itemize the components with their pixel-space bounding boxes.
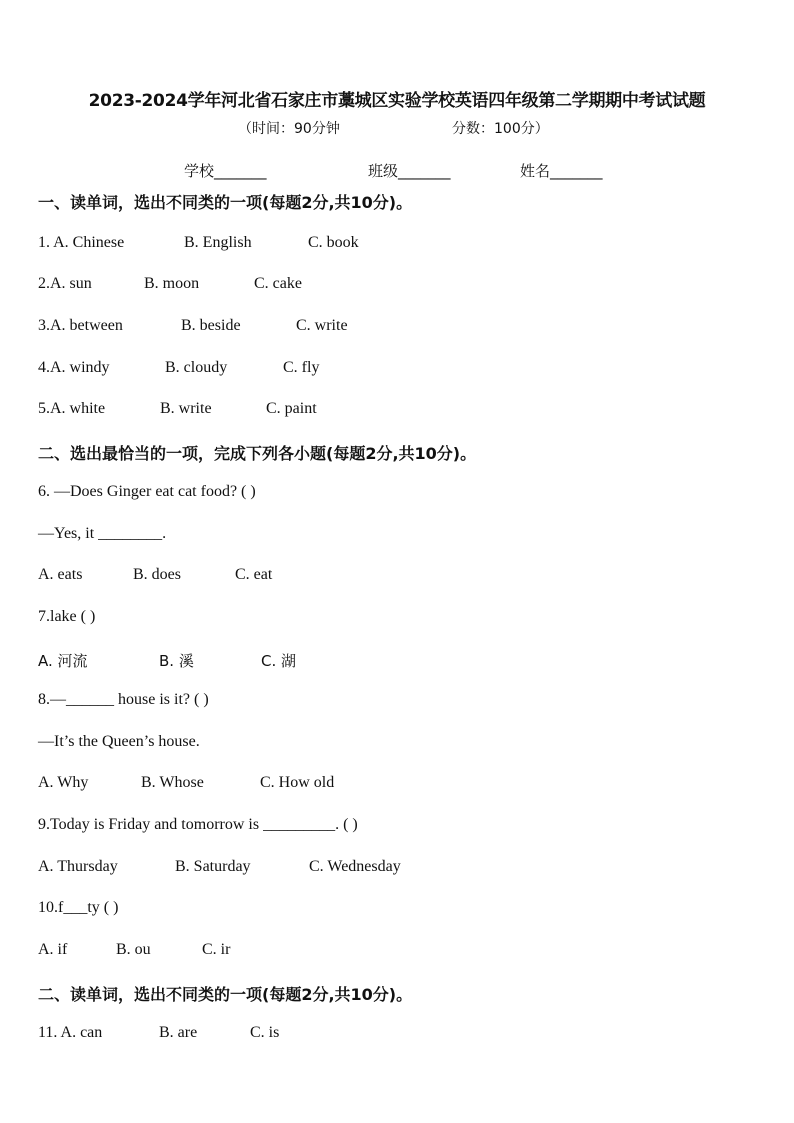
exam-score: 分数：100分） bbox=[452, 121, 549, 137]
q1-option-c: C. book bbox=[308, 234, 359, 251]
q8-option-b: B. Whose bbox=[141, 774, 204, 791]
question-1 bbox=[38, 234, 359, 252]
q7-option-c: C. 湖 bbox=[261, 652, 297, 670]
question-9-options bbox=[38, 858, 401, 876]
q4-option-a: 4.A. windy bbox=[38, 359, 110, 376]
q5-option-b: B. write bbox=[160, 400, 212, 417]
q11-option-b: B. are bbox=[159, 1024, 198, 1041]
question-6-answer: —Yes, it ________. bbox=[38, 525, 167, 542]
q6-option-a: A. eats bbox=[38, 566, 83, 583]
question-8-options bbox=[38, 774, 334, 792]
q11-option-c: C. is bbox=[250, 1024, 280, 1041]
q2-option-b: B. moon bbox=[144, 275, 200, 292]
q6-option-c: C. eat bbox=[235, 566, 273, 583]
q10-option-b: B. ou bbox=[116, 941, 151, 958]
q5-option-a: 5.A. white bbox=[38, 400, 106, 417]
question-6-options bbox=[38, 566, 272, 584]
school-field: 学校_______ bbox=[184, 162, 267, 180]
q4-option-c: C. fly bbox=[283, 359, 320, 376]
question-8-stem: 8.—______ house is it? ( ) bbox=[38, 691, 209, 708]
q10-option-c: C. ir bbox=[202, 941, 231, 958]
exam-title: 2023-2024学年河北省石家庄市藁城区实验学校英语四年级第二学期期中考试试题 bbox=[88, 91, 706, 111]
q5-option-c: C. paint bbox=[266, 400, 317, 417]
question-8-answer: —It’s the Queen’s house. bbox=[38, 733, 200, 750]
question-11 bbox=[38, 1024, 279, 1042]
question-7-stem: 7.lake ( ) bbox=[38, 608, 96, 625]
q8-option-a: A. Why bbox=[38, 774, 89, 791]
q4-option-b: B. cloudy bbox=[165, 359, 228, 376]
q9-option-c: C. Wednesday bbox=[309, 858, 401, 875]
question-6-stem: 6. —Does Ginger eat cat food? ( ) bbox=[38, 483, 256, 500]
exam-time: （时间：90分钟 bbox=[238, 121, 340, 137]
q8-option-c: C. How old bbox=[260, 774, 335, 791]
question-10-options bbox=[38, 941, 230, 959]
section3-heading: 二、读单词，选出不同类的一项(每题2分,共10分)。 bbox=[38, 985, 413, 1004]
question-2 bbox=[38, 275, 302, 293]
q1-option-a: 1. A. Chinese bbox=[38, 234, 125, 251]
q3-option-b: B. beside bbox=[181, 317, 241, 334]
section1-heading: 一、读单词，选出不同类的一项(每题2分,共10分)。 bbox=[38, 193, 413, 212]
question-7-options bbox=[38, 650, 296, 671]
section2-heading: 二、选出最恰当的一项，完成下列各小题(每题2分,共10分)。 bbox=[38, 444, 477, 463]
q11-option-a: 11. A. can bbox=[38, 1024, 103, 1041]
question-3 bbox=[38, 317, 348, 335]
q2-option-a: 2.A. sun bbox=[38, 275, 92, 292]
q9-option-a: A. Thursday bbox=[38, 858, 118, 875]
name-field: 姓名_______ bbox=[520, 162, 603, 180]
q7-option-b: B. 溪 bbox=[159, 652, 194, 670]
q3-option-a: 3.A. between bbox=[38, 317, 123, 334]
q1-option-b: B. English bbox=[184, 234, 252, 251]
class-field: 班级_______ bbox=[368, 162, 451, 180]
q2-option-c: C. cake bbox=[254, 275, 302, 292]
q6-option-b: B. does bbox=[133, 566, 181, 583]
q10-option-a: A. if bbox=[38, 941, 68, 958]
question-9-stem: 9.Today is Friday and tomorrow is _________. ( ) bbox=[38, 816, 358, 833]
q9-option-b: B. Saturday bbox=[175, 858, 251, 875]
question-4 bbox=[38, 359, 319, 377]
q7-option-a: A. 河流 bbox=[38, 652, 88, 670]
question-5 bbox=[38, 400, 317, 418]
q3-option-c: C. write bbox=[296, 317, 348, 334]
question-10-stem: 10.f___ty ( ) bbox=[38, 899, 119, 916]
